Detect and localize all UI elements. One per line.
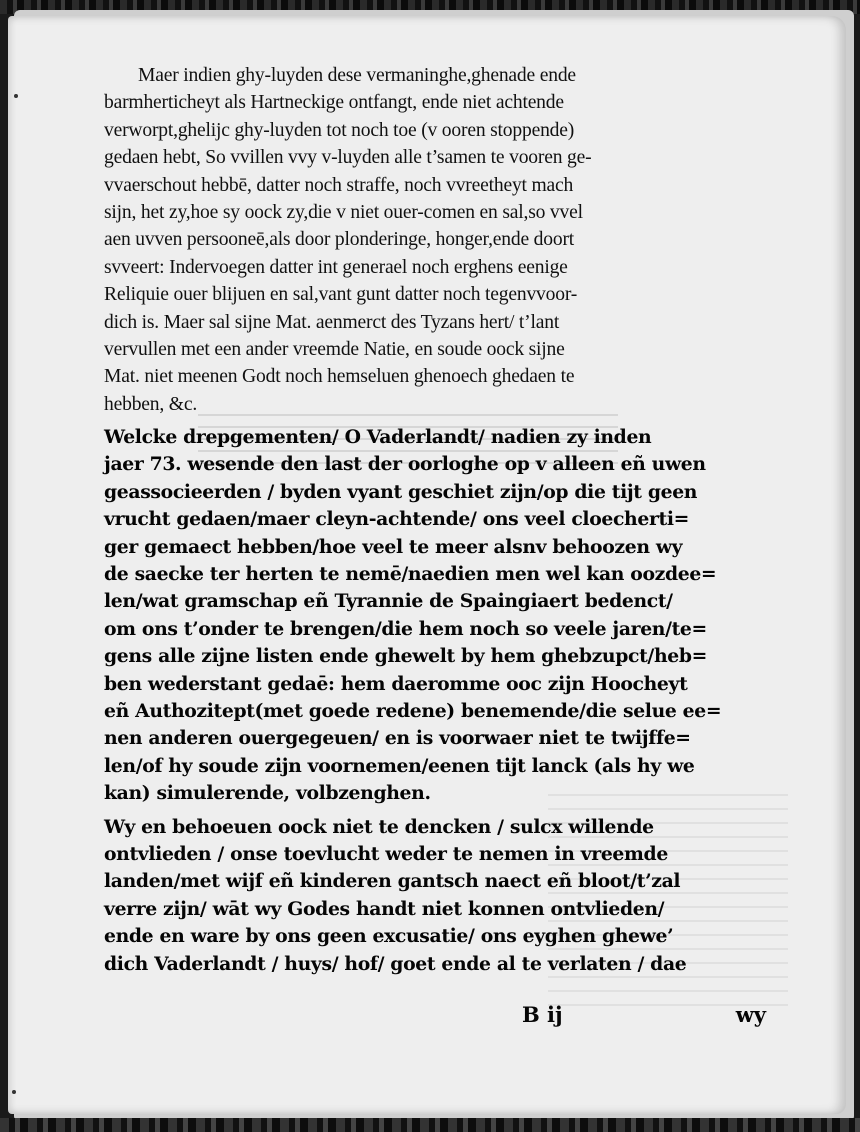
text-line: ontvlieden / onse toevlucht weder te nemen in vreemde <box>104 842 668 865</box>
text-line: barmherticheyt als Hartneckige ontfangt, ende niet achtende <box>104 92 564 114</box>
text-line: hebben, &c. <box>104 393 198 415</box>
text-line: geassocieerden / byden vyant geschiet zijn/op die tijt geen <box>104 480 698 503</box>
text-line: vervullen met een ander vreemde Natie, en soude oock sijne <box>104 338 565 360</box>
text-line: Reliquie ouer blijuen en sal,vant gunt datter noch tegenvvoor- <box>104 284 578 306</box>
text-line: Welcke drepgementen/ O Vaderlandt/ nadien zy inden <box>104 426 652 449</box>
text-line: gedaen hebt, So vvillen vvy v-luyden alle t’samen te vooren ge- <box>104 147 592 169</box>
text-line: aen uvven persooneē,als door plonderinge, honger,ende doort <box>104 229 575 251</box>
text-line: verworpt,ghelijc ghy-luyden tot noch toe (v ooren stoppende) <box>104 119 575 141</box>
text-line: Mat. niet meenen Godt noch hemseluen ghenoech ghedaen te <box>104 366 575 388</box>
page-text <box>104 62 766 978</box>
paper-speck <box>12 1090 16 1094</box>
text-line: jaer 73. wesende den last der oorloghe op v alleen eñ uwen <box>104 453 706 476</box>
text-line: ende en ware by ons geen excusatie/ ons eyghen ghewe’ <box>104 925 674 948</box>
text-line: len/wat gramschap eñ Tyrannie de Spaingiaert bedenct/ <box>104 590 673 613</box>
text-line: dich Vaderlandt / huys/ hof/ goet ende al te verlaten / dae <box>104 952 687 975</box>
signature-mark: B ij <box>522 1002 563 1027</box>
text-line: ger gemaect hebben/hoe veel te meer alsnv behoozen wy <box>104 535 683 558</box>
text-line: Wy en behoeuen oock niet te dencken / sulcx willende <box>104 815 654 838</box>
text-line: om ons t’onder te brengen/die hem noch so veele jaren/te= <box>104 617 707 640</box>
text-line: sijn, het zy,hoe sy oock zy,die v niet ouer-comen en sal,so vvel <box>104 201 583 223</box>
marbled-edge-bottom <box>0 1118 860 1132</box>
text-line: de saecke ter herten te nemē/naedien men wel kan oozdee= <box>104 563 717 586</box>
text-line: landen/met wijf eñ kinderen gantsch naect eñ bloot/t’zal <box>104 870 681 893</box>
text-line: vvaerschout hebbē, datter noch straffe, noch vvreetheyt mach <box>104 174 574 196</box>
text-line: dich is. Maer sal sijne Mat. aenmerct des Tyzans hert/ t’lant <box>104 311 560 333</box>
catchword: wy <box>735 1002 766 1027</box>
text-line: vrucht gedaen/maer cleyn-achtende/ ons veel cloecherti= <box>104 508 689 531</box>
page-footer <box>104 1002 766 1032</box>
text-line: eñ Authozitept(met goede redene) benemende/die selue ee= <box>104 699 722 722</box>
text-line: ben wederstant gedaē: hem daeromme ooc zijn Hoocheyt <box>104 672 688 695</box>
book-page <box>8 16 846 1114</box>
text-line: kan) simulerende, volbzenghen. <box>104 782 431 805</box>
text-line: gens alle zijne listen ende ghewelt by hem ghebzupct/heb= <box>104 645 708 668</box>
text-line: len/of hy soude zijn voornemen/eenen tijt lanck (als hy we <box>104 754 695 777</box>
text-line: verre zijn/ wāt wy Godes handt niet konnen ontvlieden/ <box>104 897 665 920</box>
paper-speck <box>14 94 18 98</box>
text-line: Maer indien ghy-luyden dese vermaninghe,ghenade ende <box>138 65 576 86</box>
blackletter-paragraph <box>104 424 766 807</box>
text-line: nen anderen ouergegeuen/ en is voorwaer niet te twijffe= <box>104 727 691 750</box>
text-line: svveert: Indervoegen datter int generael noch erghens eenige <box>104 256 568 278</box>
blackletter-paragraph <box>104 814 766 978</box>
roman-paragraph <box>104 62 766 418</box>
